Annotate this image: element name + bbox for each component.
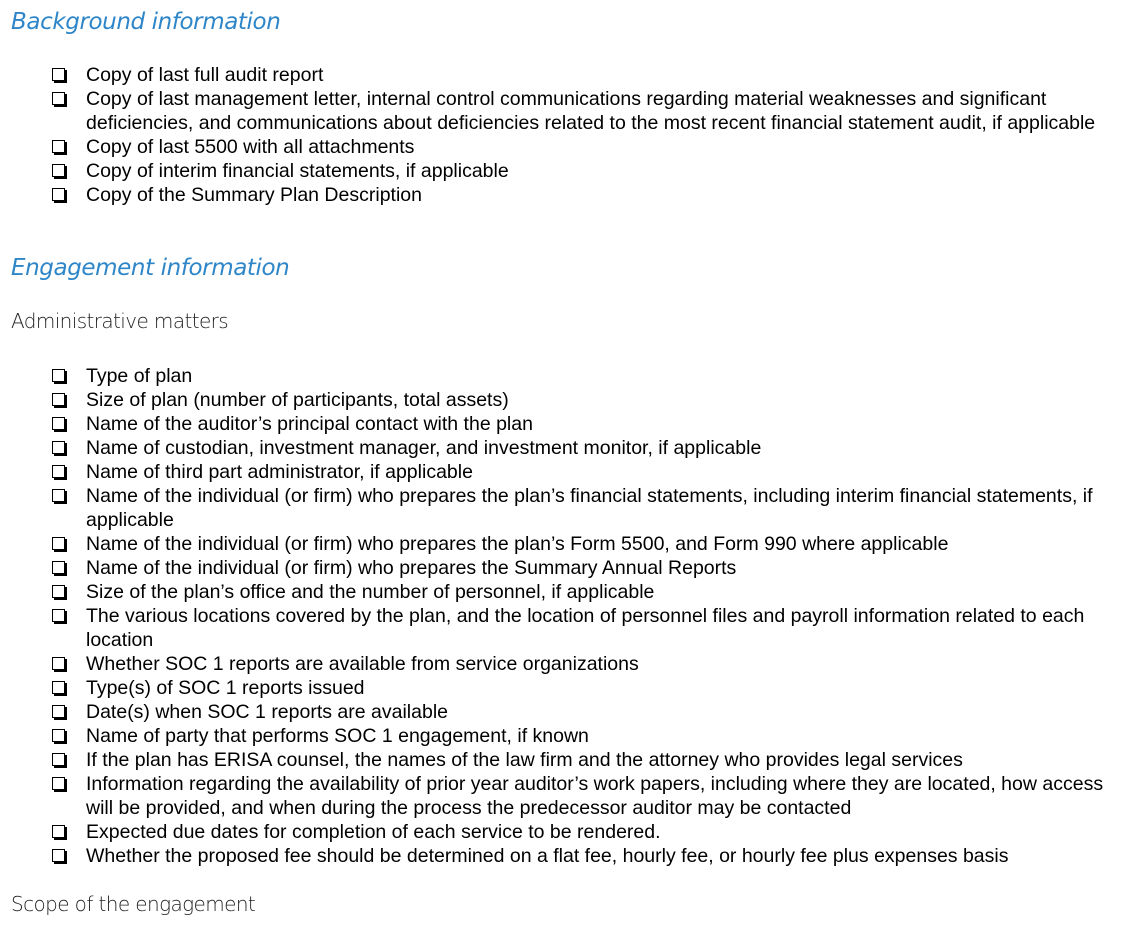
checklist-item-text: Name of the individual (or firm) who prepares the Summary Annual Reports [86,557,737,579]
checkbox-icon[interactable] [52,561,65,574]
checklist-item-text: Copy of last management letter, internal control communications regarding material weaknesses and significant deficiencies, and communications about deficiencies related to the most recent financial statement audit, if applicable [86,88,1096,134]
checklist-item [0,820,1148,844]
checkbox-icon[interactable] [52,92,65,105]
administrative-checklist [0,364,1148,868]
checkbox-icon[interactable] [52,140,65,153]
checkbox-icon[interactable] [52,164,65,177]
checkbox-icon[interactable] [52,825,65,838]
checklist-item-text: Date(s) when SOC 1 reports are available [86,701,448,723]
checklist-item-text: If the plan has ERISA counsel, the names of the law firm and the attorney who provides legal services [86,749,963,771]
checkbox-icon[interactable] [52,729,65,742]
checklist-item-text: Copy of last full audit report [86,64,324,86]
checklist-item [0,159,1148,183]
checklist-item-text: Size of plan (number of participants, total assets) [86,389,509,411]
checklist-item [0,748,1148,772]
checklist-item [0,724,1148,748]
checklist-item [0,183,1148,207]
engagement-information-heading: Engagement information [11,255,290,281]
checklist-item [0,700,1148,724]
checkbox-icon[interactable] [52,585,65,598]
checkbox-icon[interactable] [52,441,65,454]
checklist-item-text: Expected due dates for completion of each service to be rendered. [86,821,661,843]
checklist-item [0,412,1148,436]
checklist-item-text: Type(s) of SOC 1 reports issued [86,677,365,699]
checklist-item-text: Whether SOC 1 reports are available from service organizations [86,653,639,675]
checklist-item [0,652,1148,676]
checkbox-icon[interactable] [52,393,65,406]
checklist-item-text: Whether the proposed fee should be determined on a flat fee, hourly fee, or hourly fee plus expenses basis [86,845,1009,867]
checklist-item-text: Copy of interim financial statements, if applicable [86,160,509,182]
checklist-item [0,364,1148,388]
checklist-item-text: Name of the individual (or firm) who prepares the plan’s financial statements, including interim financial statements, if applicable [86,485,1093,531]
checklist-item [0,604,1148,652]
checkbox-icon[interactable] [52,777,65,790]
checklist-item-text: Type of plan [86,365,193,387]
checklist-item-text: Copy of the Summary Plan Description [86,184,422,206]
checkbox-icon[interactable] [52,188,65,201]
checkbox-icon[interactable] [52,849,65,862]
checklist-item-text: Size of the plan’s office and the number of personnel, if applicable [86,581,655,603]
checkbox-icon[interactable] [52,417,65,430]
administrative-matters-heading: Administrative matters [11,309,229,333]
checklist-item [0,580,1148,604]
checklist-item [0,676,1148,700]
checklist-item [0,87,1148,135]
checklist-item [0,844,1148,868]
checkbox-icon[interactable] [52,705,65,718]
checklist-item [0,460,1148,484]
checklist-item [0,556,1148,580]
checklist-item [0,436,1148,460]
checklist-item [0,772,1148,820]
checklist-item [0,63,1148,87]
checklist-item-text: Name of party that performs SOC 1 engagement, if known [86,725,589,747]
checklist-item [0,532,1148,556]
checkbox-icon[interactable] [52,753,65,766]
checkbox-icon[interactable] [52,68,65,81]
checklist-item-text: Name of custodian, investment manager, and investment monitor, if applicable [86,437,762,459]
checkbox-icon[interactable] [52,369,65,382]
background-checklist [0,63,1148,207]
checkbox-icon[interactable] [52,489,65,502]
checklist-item [0,388,1148,412]
checklist-item-text: Information regarding the availability of prior year auditor’s work papers, including where they are located, how access will be provided, and when during the process the predecessor auditor may be contacted [86,773,1104,819]
checklist-item [0,135,1148,159]
checkbox-icon[interactable] [52,609,65,622]
checklist-item-text: Name of the auditor’s principal contact with the plan [86,413,533,435]
background-information-heading: Background information [11,9,281,35]
checklist-item-text: Copy of last 5500 with all attachments [86,136,415,158]
checklist-item-text: The various locations covered by the plan, and the location of personnel files and payroll information related to each location [86,605,1085,651]
checkbox-icon[interactable] [52,657,65,670]
checklist-item-text: Name of the individual (or firm) who prepares the plan’s Form 5500, and Form 990 where applicable [86,533,949,555]
checkbox-icon[interactable] [52,465,65,478]
checkbox-icon[interactable] [52,681,65,694]
checklist-item-text: Name of third part administrator, if applicable [86,461,473,483]
checkbox-icon[interactable] [52,537,65,550]
checklist-item [0,484,1148,532]
scope-of-engagement-heading: Scope of the engagement [11,892,256,916]
